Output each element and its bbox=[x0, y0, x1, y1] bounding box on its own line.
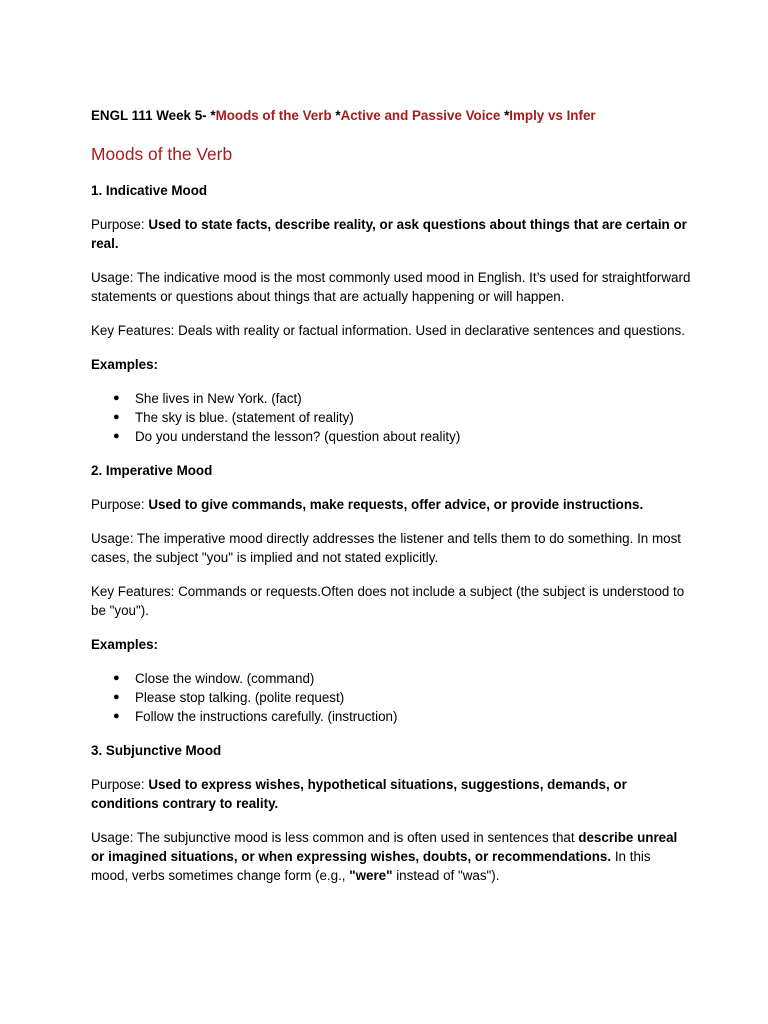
usage-text: Usage: The subjunctive mood is less common and is often used in sentences that bbox=[91, 830, 579, 845]
mood-heading-indicative: 1. Indicative Mood bbox=[91, 183, 208, 198]
example-text: Close the window. (command) bbox=[135, 671, 315, 686]
bullet-icon: ● bbox=[113, 392, 120, 404]
title-separator: * bbox=[500, 108, 510, 123]
purpose-text: Used to give commands, make requests, offer advice, or provide instructions. bbox=[148, 497, 644, 512]
list-item bbox=[91, 688, 691, 707]
document-page bbox=[91, 106, 691, 900]
document-title bbox=[91, 106, 691, 125]
purpose-label: Purpose: bbox=[91, 777, 149, 792]
list-item bbox=[91, 427, 691, 446]
examples-label: Examples: bbox=[91, 637, 158, 652]
title-separator: * bbox=[331, 108, 341, 123]
purpose-label: Purpose: bbox=[91, 217, 149, 232]
example-text: Follow the instructions carefully. (instruction) bbox=[135, 709, 398, 724]
title-prefix: ENGL 111 Week 5- * bbox=[91, 108, 216, 123]
mood-heading-imperative: 2. Imperative Mood bbox=[91, 463, 213, 478]
examples-label: Examples: bbox=[91, 357, 158, 372]
example-text: She lives in New York. (fact) bbox=[135, 391, 302, 406]
bullet-icon: ● bbox=[113, 672, 120, 684]
bullet-icon: ● bbox=[113, 430, 120, 442]
mood-heading-subjunctive: 3. Subjunctive Mood bbox=[91, 743, 222, 758]
title-topic-voice: Active and Passive Voice bbox=[340, 108, 501, 123]
key-features-paragraph: Key Features: Commands or requests.Often does not include a subject (the subject is understood to be "you"). bbox=[91, 584, 685, 618]
usage-paragraph bbox=[91, 828, 691, 885]
bullet-icon: ● bbox=[113, 710, 120, 722]
example-text: Please stop talking. (polite request) bbox=[135, 690, 345, 705]
purpose-paragraph bbox=[91, 495, 691, 514]
list-item bbox=[91, 669, 691, 688]
usage-paragraph: Usage: The imperative mood directly addresses the listener and tells them to do something. In most cases, the subject "you" is implied and not stated explicitly. bbox=[91, 531, 681, 565]
usage-example-word: "were" bbox=[349, 868, 393, 883]
usage-text: In this mood, verbs sometimes change form (e.g., bbox=[91, 849, 651, 883]
title-topic-imply-infer: Imply vs Infer bbox=[509, 108, 596, 123]
example-text: The sky is blue. (statement of reality) bbox=[135, 410, 354, 425]
purpose-text: Used to express wishes, hypothetical situations, suggestions, demands, or conditions contrary to reality. bbox=[91, 777, 627, 811]
list-item bbox=[91, 408, 691, 427]
purpose-text: Used to state facts, describe reality, or ask questions about things that are certain or real. bbox=[91, 217, 687, 251]
bullet-icon: ● bbox=[113, 411, 120, 423]
examples-list bbox=[91, 389, 691, 446]
title-topic-moods: Moods of the Verb bbox=[215, 108, 332, 123]
list-item bbox=[91, 389, 691, 408]
usage-text: instead of "was"). bbox=[392, 868, 500, 883]
example-text: Do you understand the lesson? (question about reality) bbox=[135, 429, 461, 444]
usage-paragraph: Usage: The indicative mood is the most commonly used mood in English. It’s used for straightforward statements or questions about things that are actually happening or will happen. bbox=[91, 270, 691, 304]
bullet-icon: ● bbox=[113, 691, 120, 703]
purpose-label: Purpose: bbox=[91, 497, 149, 512]
examples-list bbox=[91, 669, 691, 726]
list-item bbox=[91, 707, 691, 726]
section-heading: Moods of the Verb bbox=[91, 144, 233, 164]
purpose-paragraph bbox=[91, 775, 691, 813]
key-features-paragraph: Key Features: Deals with reality or factual information. Used in declarative sentences and questions. bbox=[91, 323, 685, 338]
usage-emphasis: describe unreal or imagined situations, or when expressing wishes, doubts, or recommendations. bbox=[91, 830, 678, 864]
purpose-paragraph bbox=[91, 215, 691, 253]
